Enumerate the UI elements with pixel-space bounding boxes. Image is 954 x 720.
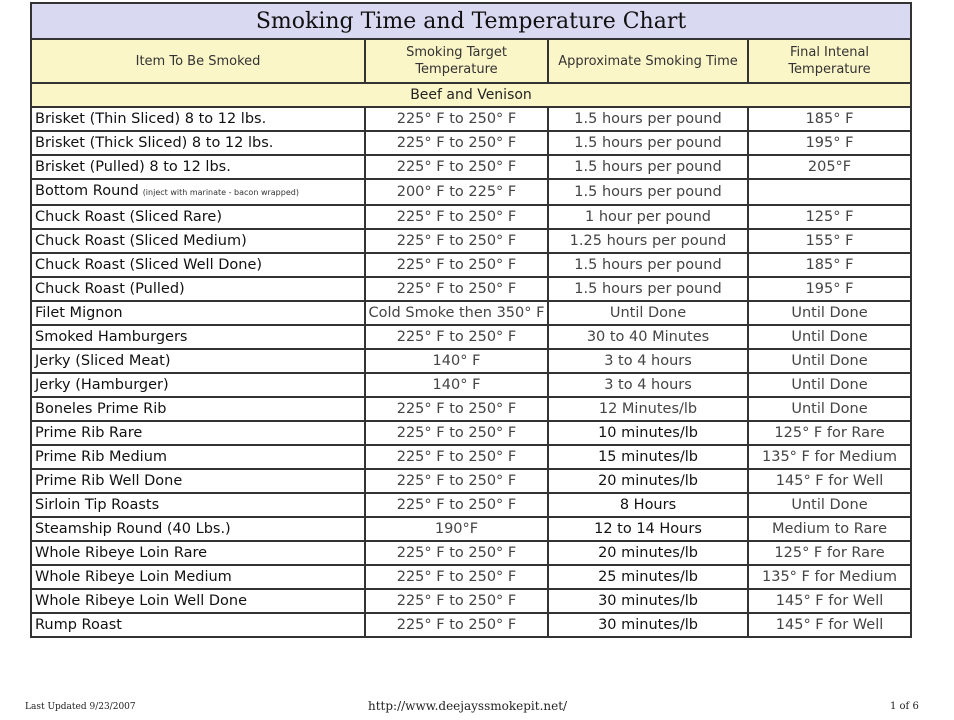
final-cell: 195° F (748, 131, 911, 155)
time-cell: 1.5 hours per pound (548, 253, 748, 277)
time-cell: Until Done (548, 301, 748, 325)
final-cell: Until Done (748, 349, 911, 373)
item-name: Jerky (Hamburger) (35, 377, 169, 393)
final-cell: 135° F for Medium (748, 445, 911, 469)
temp-cell: 190°F (365, 517, 548, 541)
item-name: Chuck Roast (Sliced Medium) (35, 233, 247, 249)
final-cell: 155° F (748, 229, 911, 253)
header-temp: Smoking Target Temperature (365, 39, 548, 83)
header-row (31, 39, 911, 83)
item-name: Chuck Roast (Sliced Rare) (35, 209, 222, 225)
temp-cell: 225° F to 250° F (365, 613, 548, 637)
table-row (31, 107, 911, 131)
item-cell (31, 325, 365, 349)
page-footer (0, 697, 954, 717)
item-name: Whole Ribeye Loin Medium (35, 569, 232, 585)
temp-cell: 225° F to 250° F (365, 397, 548, 421)
time-cell: 12 Minutes/lb (548, 397, 748, 421)
table-row (31, 517, 911, 541)
item-name: Prime Rib Well Done (35, 473, 183, 489)
item-cell (31, 541, 365, 565)
time-cell: 1 hour per pound (548, 205, 748, 229)
header-final: Final Intenal Temperature (748, 39, 911, 83)
time-cell: 20 minutes/lb (548, 541, 748, 565)
temp-cell: 225° F to 250° F (365, 277, 548, 301)
header-time: Approximate Smoking Time (548, 39, 748, 83)
table-row (31, 565, 911, 589)
temp-cell: 225° F to 250° F (365, 107, 548, 131)
time-cell: 3 to 4 hours (548, 349, 748, 373)
final-cell: 145° F for Well (748, 589, 911, 613)
header-item: Item To Be Smoked (31, 39, 365, 83)
temp-cell: 225° F to 250° F (365, 541, 548, 565)
table-row (31, 179, 911, 205)
item-name: Rump Roast (35, 617, 122, 633)
temp-cell: 225° F to 250° F (365, 155, 548, 179)
item-cell (31, 517, 365, 541)
time-cell: 20 minutes/lb (548, 469, 748, 493)
final-cell: 185° F (748, 107, 911, 131)
section-header: Beef and Venison (31, 83, 911, 107)
table-row (31, 131, 911, 155)
item-cell (31, 565, 365, 589)
final-cell: Medium to Rare (748, 517, 911, 541)
time-cell: 1.25 hours per pound (548, 229, 748, 253)
table-row (31, 589, 911, 613)
table-row (31, 397, 911, 421)
time-cell: 1.5 hours per pound (548, 277, 748, 301)
item-cell (31, 445, 365, 469)
item-cell (31, 613, 365, 637)
item-cell (31, 301, 365, 325)
table-row (31, 155, 911, 179)
temp-cell: 225° F to 250° F (365, 469, 548, 493)
item-cell (31, 155, 365, 179)
item-cell (31, 107, 365, 131)
item-cell (31, 397, 365, 421)
item-name: Bottom Round (35, 183, 139, 199)
final-cell: 185° F (748, 253, 911, 277)
item-name: Steamship Round (40 Lbs.) (35, 521, 231, 537)
time-cell: 1.5 hours per pound (548, 131, 748, 155)
item-cell (31, 205, 365, 229)
final-cell: 125° F for Rare (748, 541, 911, 565)
last-updated: Last Updated 9/23/2007 (25, 702, 136, 712)
temp-cell: 225° F to 250° F (365, 589, 548, 613)
item-name: Prime Rib Medium (35, 449, 168, 465)
temp-cell: 225° F to 250° F (365, 253, 548, 277)
time-cell: 8 Hours (548, 493, 748, 517)
item-cell (31, 373, 365, 397)
item-name: Chuck Roast (Sliced Well Done) (35, 257, 263, 273)
smoking-table (30, 2, 912, 638)
time-cell: 1.5 hours per pound (548, 107, 748, 131)
temp-cell: 140° F (365, 373, 548, 397)
time-cell: 30 minutes/lb (548, 613, 748, 637)
item-name: Prime Rib Rare (35, 425, 143, 441)
temp-cell: 225° F to 250° F (365, 421, 548, 445)
time-cell: 10 minutes/lb (548, 421, 748, 445)
final-cell: Until Done (748, 301, 911, 325)
final-cell: Until Done (748, 373, 911, 397)
final-cell: 125° F (748, 205, 911, 229)
item-cell (31, 229, 365, 253)
table-row (31, 205, 911, 229)
table-row (31, 541, 911, 565)
time-cell: 1.5 hours per pound (548, 155, 748, 179)
temp-cell: 225° F to 250° F (365, 493, 548, 517)
table-body (31, 107, 911, 637)
table-row (31, 253, 911, 277)
table-row (31, 229, 911, 253)
table-row (31, 445, 911, 469)
item-cell (31, 277, 365, 301)
item-name: Whole Ribeye Loin Rare (35, 545, 208, 561)
final-cell (748, 179, 911, 205)
table-row (31, 469, 911, 493)
item-cell (31, 253, 365, 277)
item-cell (31, 421, 365, 445)
temp-cell: 225° F to 250° F (365, 131, 548, 155)
item-cell (31, 589, 365, 613)
smoking-chart (30, 2, 910, 638)
table-row (31, 613, 911, 637)
item-name: Boneles Prime Rib (35, 401, 167, 417)
item-cell (31, 131, 365, 155)
page-number: 1 of 6 (890, 701, 919, 712)
temp-cell: 225° F to 250° F (365, 445, 548, 469)
item-name: Jerky (Sliced Meat) (35, 353, 171, 369)
temp-cell: 225° F to 250° F (365, 229, 548, 253)
site-url[interactable]: http://www.deejayssmokepit.net/ (368, 699, 568, 713)
temp-cell: 140° F (365, 349, 548, 373)
item-name: Chuck Roast (Pulled) (35, 281, 185, 297)
table-row (31, 301, 911, 325)
final-cell: 205°F (748, 155, 911, 179)
item-cell (31, 469, 365, 493)
final-cell: 125° F for Rare (748, 421, 911, 445)
final-cell: 145° F for Well (748, 469, 911, 493)
final-cell: 195° F (748, 277, 911, 301)
time-cell: 1.5 hours per pound (548, 179, 748, 205)
table-row (31, 349, 911, 373)
temp-cell: 225° F to 250° F (365, 205, 548, 229)
item-cell (31, 349, 365, 373)
item-name: Sirloin Tip Roasts (35, 497, 160, 513)
table-row (31, 325, 911, 349)
table-row (31, 373, 911, 397)
item-name: Filet Mignon (35, 305, 123, 321)
item-cell (31, 493, 365, 517)
item-note: (inject with marinate - bacon wrapped) (142, 188, 299, 197)
temp-cell: 225° F to 250° F (365, 565, 548, 589)
final-cell: 135° F for Medium (748, 565, 911, 589)
temp-cell: Cold Smoke then 350° F (365, 301, 548, 325)
final-cell: Until Done (748, 493, 911, 517)
temp-cell: 200° F to 225° F (365, 179, 548, 205)
item-name: Brisket (Thin Sliced) 8 to 12 lbs. (35, 111, 267, 127)
page-title: Smoking Time and Temperature Chart (31, 3, 911, 39)
item-name: Whole Ribeye Loin Well Done (35, 593, 248, 609)
final-cell: Until Done (748, 397, 911, 421)
final-cell: 145° F for Well (748, 613, 911, 637)
temp-cell: 225° F to 250° F (365, 325, 548, 349)
item-cell (31, 179, 365, 205)
table-row (31, 493, 911, 517)
table-row (31, 277, 911, 301)
item-name: Brisket (Pulled) 8 to 12 lbs. (35, 159, 231, 175)
time-cell: 30 to 40 Minutes (548, 325, 748, 349)
item-name: Brisket (Thick Sliced) 8 to 12 lbs. (35, 135, 274, 151)
time-cell: 3 to 4 hours (548, 373, 748, 397)
time-cell: 25 minutes/lb (548, 565, 748, 589)
time-cell: 12 to 14 Hours (548, 517, 748, 541)
time-cell: 15 minutes/lb (548, 445, 748, 469)
final-cell: Until Done (748, 325, 911, 349)
time-cell: 30 minutes/lb (548, 589, 748, 613)
table-row (31, 421, 911, 445)
item-name: Smoked Hamburgers (35, 329, 188, 345)
